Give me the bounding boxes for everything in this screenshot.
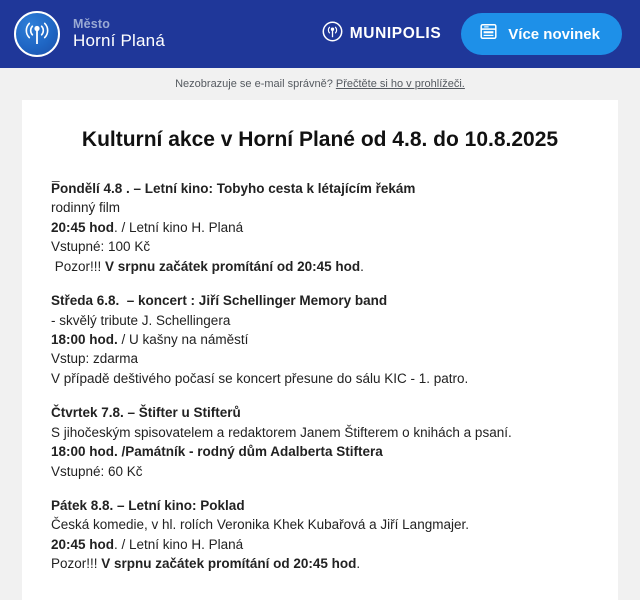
event-line — [51, 237, 589, 256]
event-text-strong: Středa 6.8. – koncert : Jiří Schellinger Memory band — [51, 293, 388, 309]
event-text: Vstupné: 100 Kč — [51, 239, 151, 255]
event-line — [51, 349, 589, 368]
event-text: / U kašny na náměstí — [117, 331, 249, 347]
more-news-button-label: Více novinek — [508, 25, 600, 43]
event-streda-koncert-schellinger — [51, 291, 589, 388]
stray-dash: _ — [52, 166, 60, 182]
event-line — [51, 423, 589, 442]
event-text-strong: 20:45 hod — [51, 536, 115, 552]
municipality-name-block — [73, 17, 165, 50]
event-text: . / Letní kino H. Planá — [114, 219, 244, 235]
event-text: Vstupné: 60 Kč — [51, 463, 143, 479]
header-right-group — [322, 13, 622, 55]
munipolis-logo[interactable] — [322, 21, 442, 47]
event-line — [51, 218, 589, 237]
event-text-strong: 18:00 hod. /Památník - rodný dům Adalberta Stiftera — [51, 444, 383, 460]
munipolis-label: MUNIPOLIS — [349, 25, 442, 42]
event-text-strong: Čtvrtek 7.8. – Štifter u Stifterů — [51, 405, 241, 421]
event-text: . — [356, 556, 361, 572]
newsletter-card — [22, 100, 618, 600]
event-line — [51, 462, 589, 481]
event-line — [51, 496, 589, 515]
event-line — [51, 535, 589, 554]
event-line — [51, 291, 589, 310]
event-ctvrtek-stifter-u-stifteru — [51, 403, 589, 481]
municipality-kicker: Město — [73, 17, 111, 32]
event-text: rodinný film — [51, 200, 121, 216]
event-text: - skvělý tribute J. Schellingera — [51, 312, 231, 328]
event-text: Vstup: zdarma — [51, 351, 139, 367]
event-line — [51, 179, 589, 198]
event-text: S jihočeským spisovatelem a redaktorem Janem Štifterem o knihách a psaní. — [51, 424, 512, 440]
event-line — [51, 442, 589, 461]
event-line — [51, 311, 589, 330]
view-in-browser-link[interactable]: Přečtěte si ho v prohlížeči. — [335, 78, 465, 90]
event-text-strong: V srpnu začátek promítání od 20:45 hod — [101, 556, 357, 572]
event-text-strong: V srpnu začátek promítání od 20:45 hod — [105, 258, 361, 274]
event-text-strong: 18:00 hod. — [51, 331, 118, 347]
event-line — [51, 554, 589, 573]
page-header — [0, 0, 640, 68]
event-line — [51, 369, 589, 388]
broadcast-antenna-icon — [14, 11, 60, 57]
browser-view-notice-text: Nezobrazuje se e-mail správně? — [175, 78, 333, 90]
event-patek-letni-kino-poklad — [51, 496, 589, 574]
event-text: Pozor!!! — [51, 556, 102, 572]
event-text: V případě deštivého počasí se koncert přesune do sálu KIC - 1. patro. — [51, 370, 469, 386]
page-title: Kulturní akce v Horní Plané od 4.8. do 10.8.2025 — [81, 128, 559, 151]
municipality-name: Horní Planá — [73, 31, 165, 51]
event-text-strong: 20:45 hod — [51, 219, 115, 235]
event-text-strong: Pátek 8.8. – Letní kino: Poklad — [51, 498, 245, 514]
event-line — [51, 515, 589, 534]
more-news-button[interactable] — [461, 13, 622, 55]
events-list — [48, 168, 592, 574]
newspaper-icon — [479, 22, 498, 46]
event-text: Pozor!!! — [51, 258, 106, 274]
event-line — [51, 403, 589, 422]
event-text: . — [360, 258, 364, 274]
munipolis-antenna-icon — [322, 21, 343, 47]
browser-view-notice — [0, 68, 640, 100]
municipality-brand[interactable] — [14, 11, 165, 57]
event-pondeli-letni-kino-tobyho-cesta — [51, 179, 589, 276]
event-text: . / Letní kino H. Planá — [114, 536, 244, 552]
event-line — [51, 330, 589, 349]
event-text: Česká komedie, v hl. rolích Veronika Khek Kubařová a Jiří Langmajer. — [51, 517, 469, 533]
event-line — [51, 257, 589, 276]
event-text-strong: Pondělí 4.8 . – Letní kino: Tobyho cesta k létajícím řekám — [51, 180, 416, 196]
event-line — [51, 198, 589, 217]
